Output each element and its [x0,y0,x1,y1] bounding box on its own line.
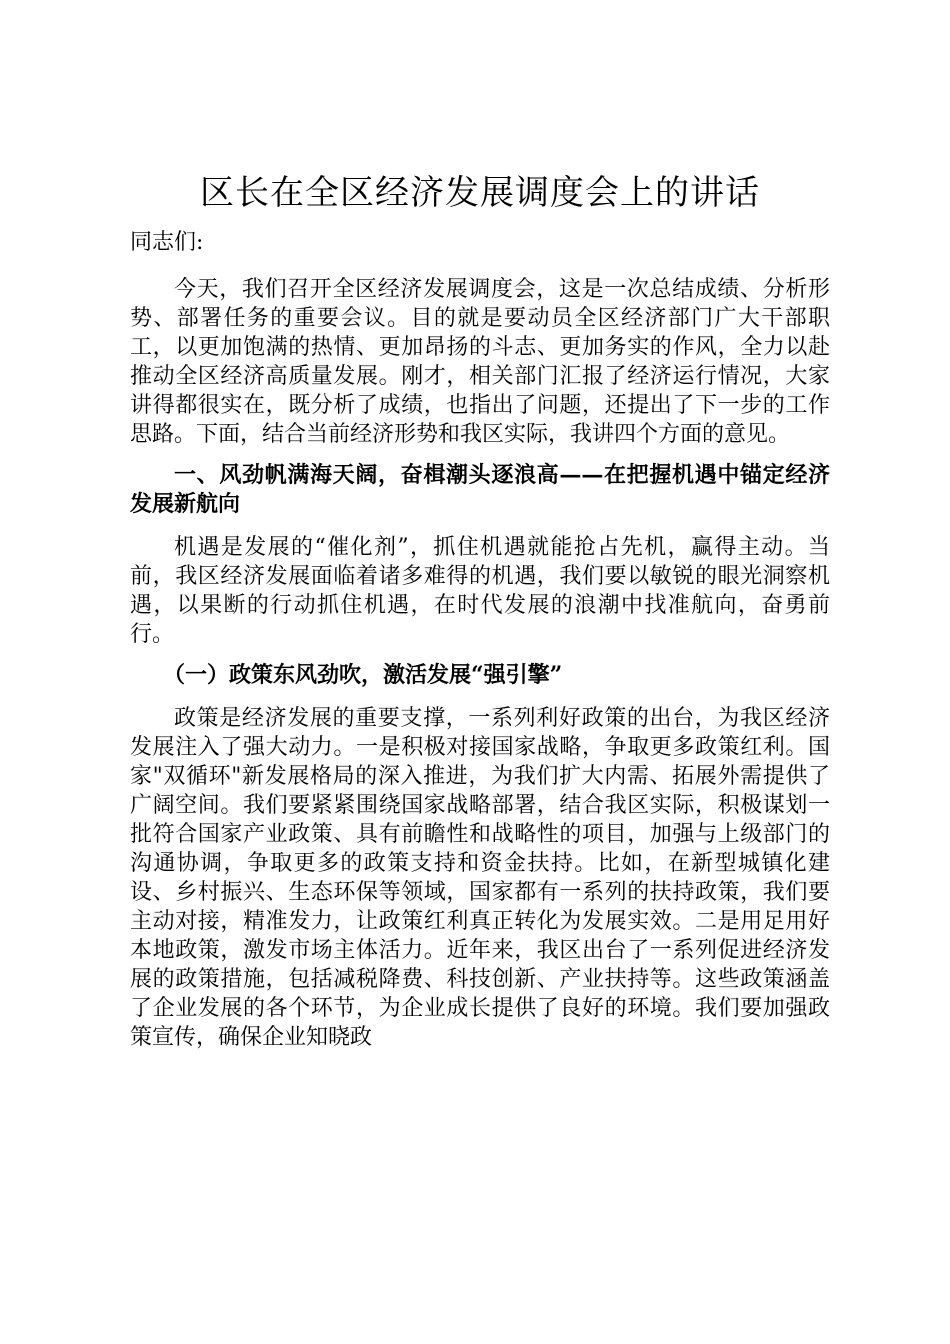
section-heading-1: 一、风劲帆满海天阔，奋楫潮头逐浪高——在把握机遇中锚定经济发展新航向 [130,462,830,517]
subsection-paragraph-1: 政策是经济发展的重要支撑，一系列利好政策的出台，为我区经济发展注入了强大动力。一是积极对接国家战略，争取更多政策红利。国家"双循环"新发展格局的深入推进，为我们扩大内需、拓展外需提供了广阔空间。我们要紧紧围绕国家战略部署，结合我区实际，积极谋划一批符合国家产业政策、具有前瞻性和战略性的项目，加强与上级部门的沟通协调，争取更多的政策支持和资金扶持。比如，在新型城镇化建设、乡村振兴、生态环保等领域，国家都有一系列的扶持政策，我们要主动对接，精准发力，让政策红利真正转化为发展实效。二是用足用好本地政策，激发市场主体活力。近年来，我区出台了一系列促进经济发展的政策措施，包括减税降费、科技创新、产业扶持等。这些政策涵盖了企业发展的各个环节，为企业成长提供了良好的环境。我们要加强政策宣传，确保企业知晓政 [130,706,830,1050]
document-title: 区长在全区经济发展调度会上的讲话 [200,173,760,213]
section-paragraph-1: 机遇是发展的“催化剂”，抓住机遇就能抢占先机，赢得主动。当前，我区经济发展面临着诸多难得的机遇，我们要以敏锐的眼光洞察机遇，以果断的行动抓住机遇，在时代发展的浪潮中找准航向，奋勇前行。 [130,535,830,647]
document-page [130,168,830,1064]
subsection-heading-1: （一）政策东风劲吹，激活发展“强引擎” [163,662,563,688]
salutation: 同志们: [130,230,204,255]
intro-paragraph: 今天，我们召开全区经济发展调度会，这是一次总结成绩、分析形势、部署任务的重要会议。目的就是要动员全区经济部门广大干部职工，以更加饱满的热情、更加昂扬的斗志、更加务实的作风，全力以赴推动全区经济高质量发展。刚才，相关部门汇报了经济运行情况，大家讲得都很实在，既分析了成绩，也指出了问题，还提出了下一步的工作思路。下面，结合当前经济形势和我区实际，我讲四个方面的意见。 [130,277,830,447]
